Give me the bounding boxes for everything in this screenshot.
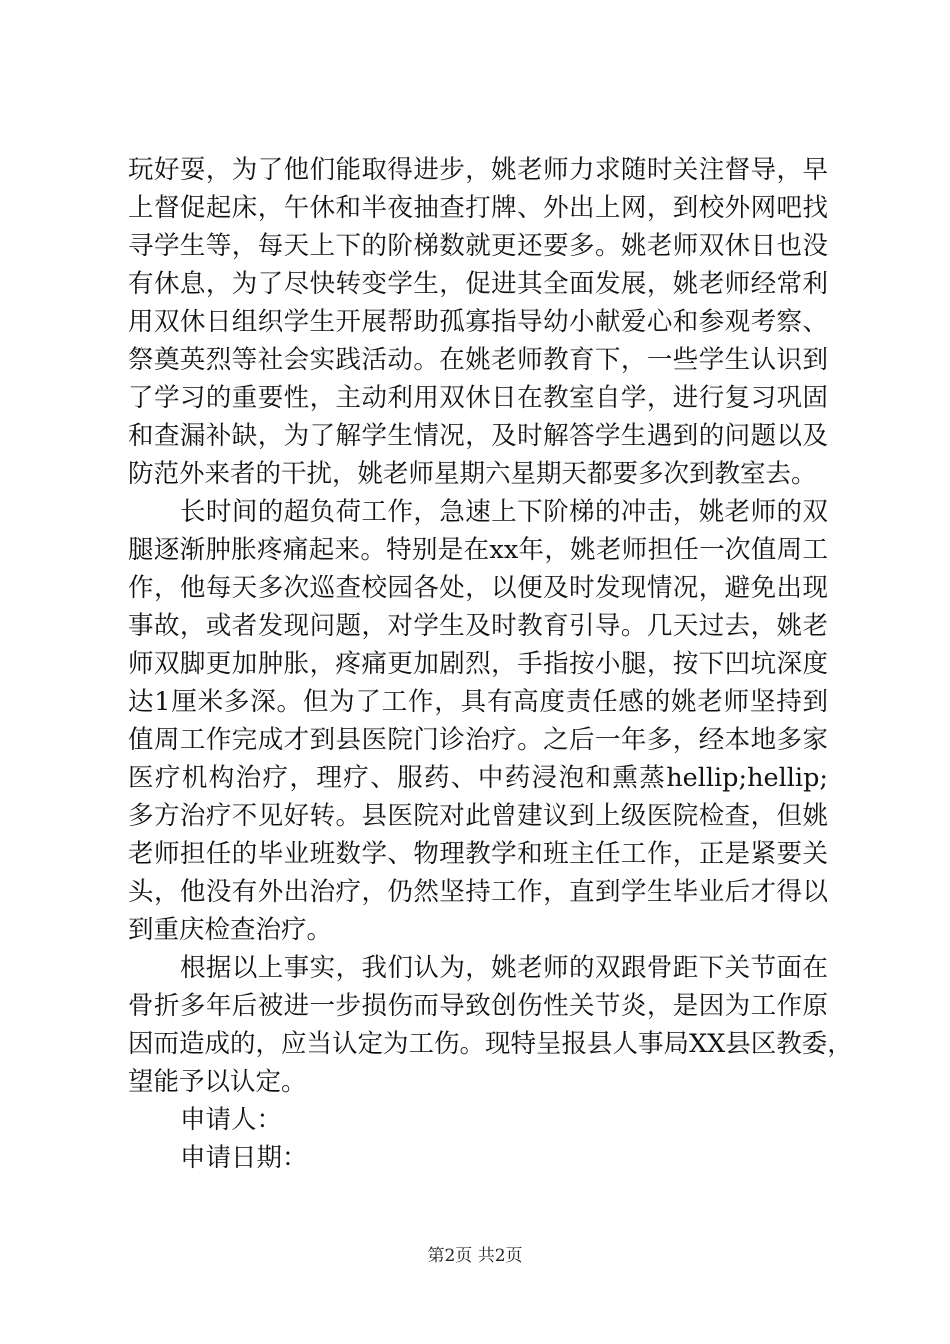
text-line: 作，他每天多次巡查校园各处，以便及时发现情况，避免出现 (128, 573, 828, 603)
text-line: 值周工作完成才到县医院门诊治疗。之后一年多，经本地多家 (128, 725, 828, 755)
text-line: 用双休日组织学生开展帮助孤寡指导幼小献爱心和参观考察、 (128, 307, 828, 337)
paragraph-start-line: 根据以上事实，我们认为，姚老师的双跟骨距下关节面在 (180, 953, 828, 983)
application-date-line: 申请日期： (180, 1143, 308, 1173)
text-line: 到重庆检查治疗。 (128, 915, 333, 945)
text-line: 有休息，为了尽快转变学生，促进其全面发展，姚老师经常利 (128, 269, 828, 299)
text-line: 了学习的重要性，主动利用双休日在教室自学，进行复习巩固 (128, 383, 828, 413)
text-line: 祭奠英烈等社会实践活动。在姚老师教育下，一些学生认识到 (128, 345, 828, 375)
text-line: 寻学生等，每天上下的阶梯数就更还要多。姚老师双休日也没 (128, 231, 828, 261)
text-line: 上督促起床，午休和半夜抽查打牌、外出上网，到校外网吧找 (128, 193, 828, 223)
text-line: 玩好耍，为了他们能取得进步，姚老师力求随时关注督导，早 (128, 155, 828, 185)
text-line: 多方治疗不见好转。县医院对此曾建议到上级医院检查，但姚 (128, 801, 828, 831)
text-line: 事故，或者发现问题，对学生及时教育引导。几天过去，姚老 (128, 611, 828, 641)
text-line: 达1厘米多深。但为了工作，具有高度责任感的姚老师坚持到 (128, 687, 828, 717)
text-line: 师双脚更加肿胀，疼痛更加剧烈，手指按小腿，按下凹坑深度 (128, 649, 828, 679)
text-line: 腿逐渐肿胀疼痛起来。特别是在xx年，姚老师担任一次值周工 (128, 535, 828, 565)
text-line: 骨折多年后被进一步损伤而导致创伤性关节炎，是因为工作原 (128, 991, 828, 1021)
page-footer: 第2页 共2页 (427, 1246, 523, 1266)
text-line: 和查漏补缺，为了解学生情况，及时解答学生遇到的问题以及 (128, 421, 828, 451)
text-line: 望能予以认定。 (128, 1067, 307, 1097)
paragraph-start-line: 长时间的超负荷工作，急速上下阶梯的冲击，姚老师的双 (180, 497, 828, 527)
applicant-line: 申请人： (180, 1105, 283, 1135)
text-line: 医疗机构治疗，理疗、服药、中药浸泡和熏蒸hellip;hellip; (128, 763, 828, 793)
text-line: 老师担任的毕业班数学、物理教学和班主任工作，正是紧要关 (128, 839, 828, 869)
document-body (128, 151, 853, 1177)
text-line: 防范外来者的干扰，姚老师星期六星期天都要多次到教室去。 (128, 459, 817, 489)
text-line: 因而造成的，应当认定为工伤。现特呈报县人事局XX县区教委， (128, 1029, 853, 1059)
text-line: 头，他没有外出治疗，仍然坚持工作，直到学生毕业后才得以 (128, 877, 828, 907)
